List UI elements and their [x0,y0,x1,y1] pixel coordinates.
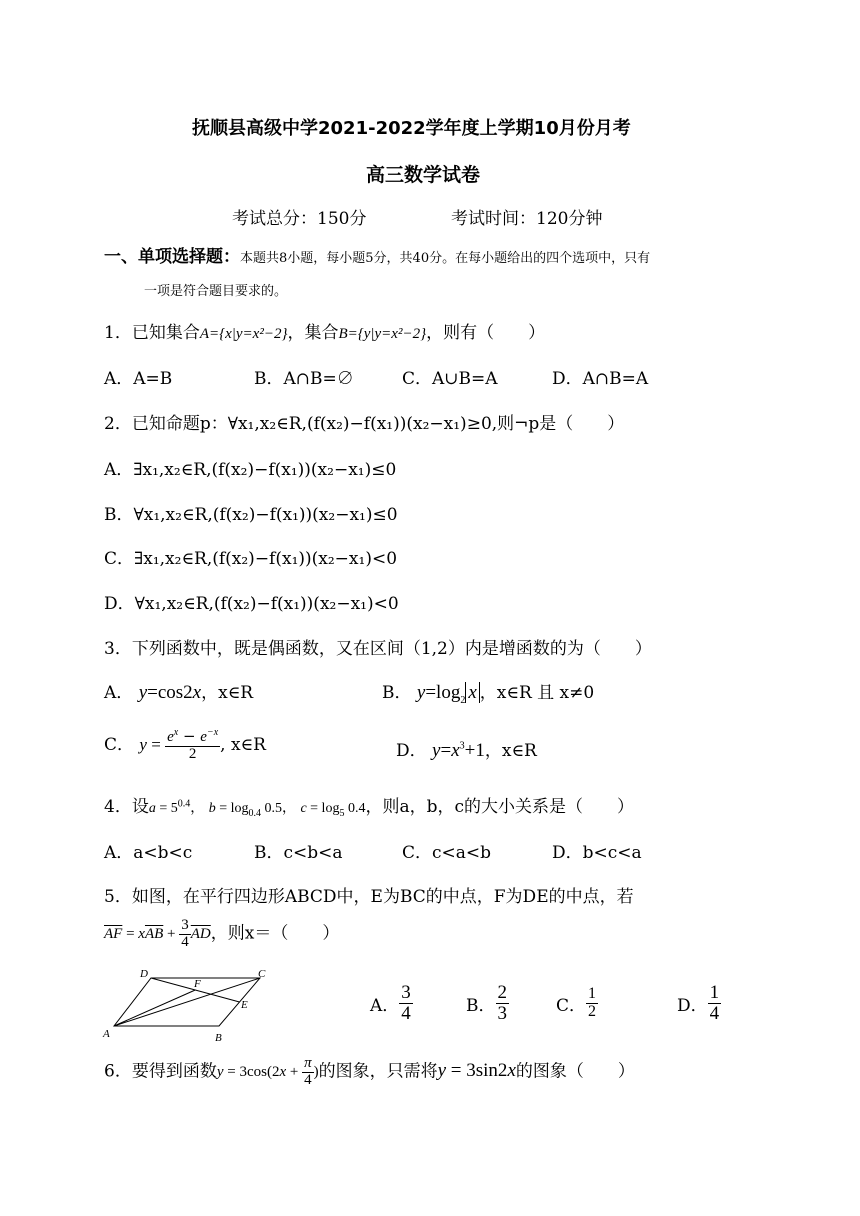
label-d: D [140,968,148,980]
section-description: 本题共8小题，每小题5分，共40分。在每小题给出的四个选项中，只有 [240,251,651,266]
q1-set-b: B={y|y=x²−2} [338,326,427,342]
q5-option-a [370,983,413,1024]
exam-title: 抚顺县高级中学2021-2022学年度上学期10月份月考 [192,118,631,139]
q3-option-a-label: A． [104,683,134,703]
q1-option-b: B．A∩B=∅ [254,369,354,389]
q3-option-c-label: C． [104,734,135,755]
q5-option-c [556,986,598,1021]
q2-option-d: D．∀x₁,x₂∈R,(f(x₂)−f(x₁))(x₂−x₁)<0 [104,594,399,614]
exam-subtitle: 高三数学试卷 [366,164,481,186]
q5-option-c-label: C． [556,995,587,1016]
question-6 [104,1056,635,1089]
q6-source-function: y = 3sin2x [437,1060,516,1082]
q3-option-a-formula: y=cos2x [138,682,202,703]
q5-option-a-label: A． [370,995,400,1016]
question-3: 3．下列函数中，既是偶函数，又在区间（1,2）内是增函数的为（ ） [104,639,652,659]
q3-option-b-label: B． [382,683,412,703]
q3-option-d [396,736,537,762]
q3-option-d-tail: ，x∈R [484,741,537,761]
q2-option-c: C．∃x₁,x₂∈R,(f(x₂)−f(x₁))(x₂−x₁)<0 [104,549,398,569]
q5-option-b [466,983,509,1024]
label-e: E [241,999,248,1011]
q3-option-d-formula: $y=x^3+1$ [432,740,485,761]
q3-option-b-formula: $y=\log_2$ x [417,681,480,703]
label-f: F [194,978,201,990]
q1-option-a: A．A=B [104,369,173,389]
segment-af [114,990,195,1026]
q5-option-b-den: 3 [497,1002,507,1024]
question-2: 2．已知命题p：∀x₁,x₂∈R,(f(x₂)−f(x₁))(x₂−x₁)≥0,则¬p是（ ） [104,414,625,434]
exam-time: 考试时间：120分钟 [451,209,603,229]
q5-option-d-den: 4 [709,1002,720,1024]
q4-option-b: B．c<b<a [254,843,343,863]
q2-option-a: A．∃x₁,x₂∈R,(f(x₂)−f(x₁))(x₂−x₁)≤0 [104,460,397,480]
q4-prefix: 4．设 [104,797,149,817]
q5-option-c-den: 2 [588,1002,597,1020]
q1-option-d: D．A∩B=A [552,369,649,389]
q3-option-a-tail: ，x∈R [201,683,254,703]
q4-values: $a = 5^{0.4}$， $b = \log_{0.4} 0.5$， $c = \log_5 0.4$ [148,798,366,819]
q6-mid: 的图象，只需将 [318,1061,438,1082]
parallelogram-figure [100,966,285,1048]
q4-option-c: C．c<a<b [402,843,492,863]
q5-option-b-num: 2 [497,982,507,1003]
q5-option-b-label: B． [466,995,496,1016]
q3-option-d-label: D． [396,741,427,761]
q3-option-a [104,678,253,704]
section-heading [104,242,650,267]
q1-set-a: A={x|y=x²−2} [199,326,288,342]
q4-option-d: D．b<c<a [552,843,642,863]
q5-option-d-num: 1 [709,982,720,1003]
question-5-line2 [104,918,339,951]
q1-suffix: ，则有（ ） [426,323,546,343]
q3-option-c-tail: , x∈R [220,734,266,755]
question-1 [104,318,545,343]
q1-option-c: C．A∪B=A [402,369,498,389]
label-a: A [103,1028,110,1040]
q3-option-b-tail: ，x∈R 且 x≠0 [479,683,595,703]
q4-suffix: ，则a，b，c的大小关系是（ ） [365,797,634,817]
section-description-cont: 一项是符合题目要求的。 [144,284,288,299]
q5-line2-tail: ，则x＝（ ） [210,923,340,944]
q3-option-c [104,728,266,763]
q4-option-a: A．a<b<c [104,843,193,863]
q5-option-a-num: 3 [401,982,411,1003]
label-b: B [215,1032,222,1044]
question-4 [104,792,634,819]
q5-option-d [677,983,721,1024]
q2-option-b: B．∀x₁,x₂∈R,(f(x₂)−f(x₁))(x₂−x₁)≤0 [104,505,398,525]
q1-mid: ，集合 [287,323,339,343]
section-title: 一、单项选择题： [104,247,240,267]
q5-option-d-label: D． [677,995,708,1016]
total-score: 考试总分：150分 [232,209,367,229]
label-c: C [258,968,266,980]
q3-option-c-formula: y = $\frac{e^x - e^{-x}}{2}$ [139,727,219,762]
q1-prefix: 1．已知集合 [104,323,200,343]
q6-target-function: y = 3cos(2x + $\frac{\pi}{4}$ ) [216,1055,319,1088]
q5-option-c-num: 1 [588,985,597,1002]
q5-option-a-den: 4 [401,1002,411,1024]
q6-suffix: 的图象（ ） [515,1061,635,1082]
q5-vector-equation: $\overline{AF} = x\overline{AB}$ + $\frac{3}{4}$ $\overline{AD}$ [104,917,211,950]
q6-prefix: 6．要得到函数 [104,1061,217,1082]
question-5: 5．如图，在平行四边形ABCD中，E为BC的中点，F为DE的中点，若 [104,887,634,907]
q3-option-b [382,678,594,706]
